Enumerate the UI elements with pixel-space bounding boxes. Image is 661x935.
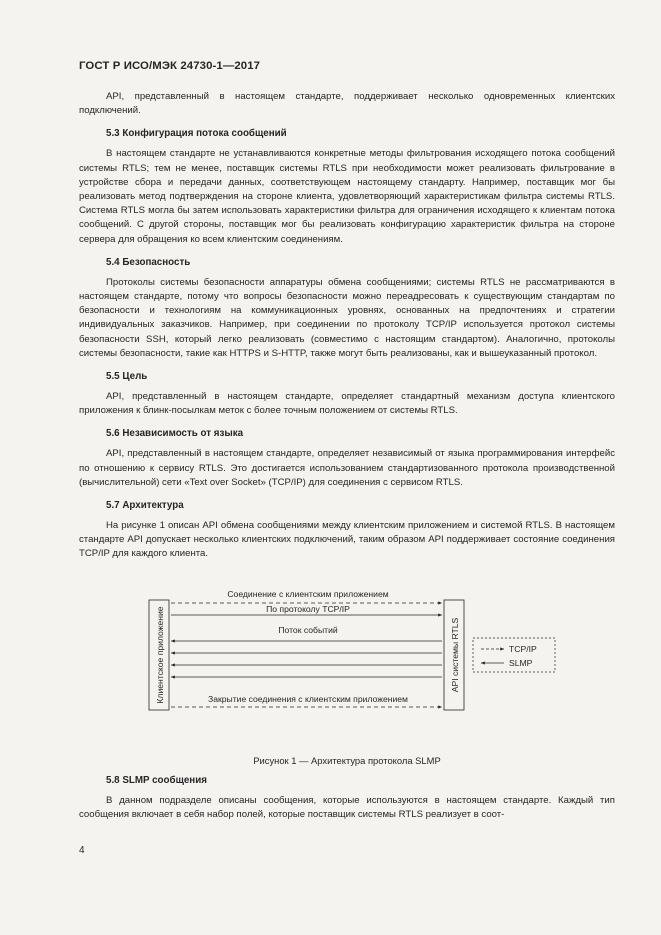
section-heading-5-8: 5.8 SLMP сообщения: [106, 774, 207, 786]
legend-slmp-label: SLMP: [509, 657, 533, 668]
section-heading-5-3: 5.3 Конфигурация потока сообщений: [106, 128, 287, 140]
section-text-5-6: API, представленный в настоящем стандарте, определяет независимый от языка программирования интерфейс по отношению к сервису RTLS. Это достигается использованием стандартизованного протокола производственной (вычислительной) сети «Text over Socket» (TCP/IP) для соединения с сервисом RTLS.: [79, 448, 615, 488]
section-text-5-4: Протоколы системы безопасности аппаратуры обмена сообщениями; системы RTLS не рассматриваются в настоящем стандарте, потому что вопросы безопасности можно переадресовать к существующим стандартам по безопасности и технологиям на коммуникационных уровнях, основанных на предпочтениях и стратегии индивидуальных заказчиков. Например, при соединении по протоколу TCP/IP используется протокол системы безопасности SSH, который легко реализовать (совместимо с настоящим стандартом). Аналогично, протоколы системы безопасности, такие как HTTPS и S-HTTP, также могут быть реализованы, как и вышеуказанный протокол.: [79, 276, 615, 359]
section-text-5-7: На рисунке 1 описан API обмена сообщениями между клиентским приложением и системой RTLS. В настоящем стандарте API допускает несколько клиентских подключений, таким образом API поддерживает состояние соединения TCP/IP для каждого клиента.: [79, 520, 615, 560]
page-number: 4: [79, 845, 85, 856]
document-header: ГОСТ Р ИСО/МЭК 24730-1—2017: [79, 60, 261, 72]
architecture-figure: [79, 562, 615, 774]
document-body: [79, 90, 615, 822]
section-heading-5-4: 5.4 Безопасность: [106, 256, 191, 268]
figure-caption: Рисунок 1 — Архитектура протокола SLMP: [253, 754, 441, 766]
section-text-5-8: В данном подразделе описаны сообщения, которые используются в настоящем стандарте. Каждый тип сообщения включает в себя набор полей, которые поставщик системы RTLS реализует в соот-: [79, 794, 615, 820]
close-message: Закрытие соединения с клиентским приложением: [208, 693, 408, 704]
section-heading-5-7: 5.7 Архитектура: [106, 500, 184, 512]
rtls-api-label: API системы RTLS: [450, 617, 460, 692]
event-stream-message: Поток событий: [278, 624, 338, 635]
intro-paragraph: API, представленный в настоящем стандарте, поддерживает несколько одновременных клиентских подключений.: [79, 91, 615, 117]
client-app-label: Клиентское приложение: [155, 606, 165, 704]
section-text-5-5: API, представленный в настоящем стандарте, определяет стандартный механизм доступа клиентского приложения к блинк-посылкам меток с более точным положением от системы RTLS.: [79, 391, 615, 417]
protocol-message: По протоколу TCP/IP: [266, 603, 350, 614]
legend-tcp-label: TCP/IP: [509, 643, 537, 654]
section-text-5-3: В настоящем стандарте не устанавливаются конкретные методы фильтрования исходящего потока сообщений системы RTLS; тем не менее, поставщик системы RTLS при необходимости может реализовать фильтрование в устройстве сбора и передачи данных, соответствующем настоящему стандарту. Например, поставщик мог бы реализовать метод подтверждения на стороне клиента, удовлетворяющий характеристикам фильтра системы RTLS. Система RTLS могла бы затем использовать характеристики фильтра для ограничения исходящего к клиентам потока сообщений. С другой стороны, поставщик мог бы реализовать конфигурацию характеристик фильтра на стороне сервера для обращения ко всем клиентским соединениям.: [79, 148, 615, 245]
connect-message: Соединение с клиентским приложением: [227, 588, 389, 599]
section-heading-5-5: 5.5 Цель: [106, 371, 148, 383]
section-heading-5-6: 5.6 Независимость от языка: [106, 428, 244, 440]
architecture-diagram: [79, 562, 615, 750]
